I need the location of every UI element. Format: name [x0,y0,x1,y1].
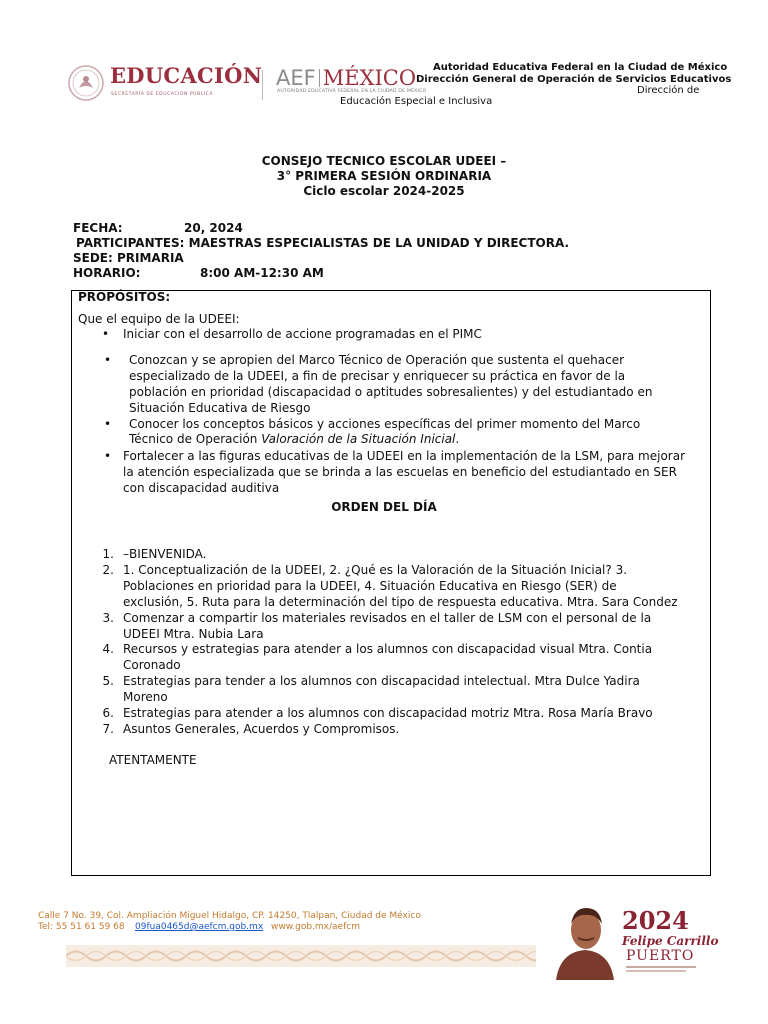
list-number: 6. [102,706,114,720]
proposito-item-2-line-3: población en prioridad (discapacidad o aptitudes sobresalientes) y del estudiantado en [129,385,653,399]
footer-web: www.gob.mx/aefcm [271,922,360,932]
year-logo-line [626,970,686,972]
header-line-3: Dirección de [637,85,700,96]
proposito-item-3-text: Técnico de Operación [129,432,262,446]
orden-heading: ORDEN DEL DÍA [331,500,437,514]
portrait-icon [552,900,618,980]
orden-item-4-line-1: Recursos y estrategias para atender a los alumnos con discapacidad visual Mtra. Contia [123,642,653,656]
list-number: 4. [102,642,114,656]
document-title-2: 3° PRIMERA SESIÓN ORDINARIA [276,169,492,183]
document-title-3: Ciclo escolar 2024-2025 [303,184,465,198]
horario-label: HORARIO: [73,266,141,280]
year-logo-name-2: PUERTO [626,948,695,964]
fecha-label: FECHA: [73,221,123,235]
fecha-value: 20, 2024 [184,221,243,235]
participantes: PARTICIPANTES: MAESTRAS ESPECIALISTAS DE LA UNIDAD Y DIRECTORA. [76,236,570,250]
anio-felipe-carrillo-logo [552,900,719,980]
year-logo-number: 2024 [622,906,689,935]
orden-item-1: –BIENVENIDA. [123,547,207,561]
proposito-item-3-emphasis: Valoración de la Situación Inicial [261,432,456,446]
bullet-icon: • [104,353,112,367]
list-number: 7. [102,722,114,736]
orden-item-5-line-1: Estrategias para tender a los alumnos con discapacidad intelectual. Mtra Dulce Yadira [123,674,640,688]
proposito-item-3-line-2 [129,432,459,447]
educacion-logo-text: EDUCACIÓN [110,63,263,88]
aef-mexico-logo [276,66,416,90]
orden-item-6: Estrategias para atender a los alumnos con discapacidad motriz Mtra. Rosa María Bravo [123,706,653,720]
proposito-item-2-line-2: especializado de la UDEEI, a fin de precisar y enriquecer su práctica en favor de la [129,369,626,383]
orden-item-4-line-2: Coronado [123,658,181,672]
decorative-pattern-band [66,945,536,967]
footer-tel: Tel: 55 51 61 59 68 [38,922,125,932]
year-logo-name-1: Felipe Carrillo [622,934,719,948]
proposito-item-2-line-1: Conozcan y se apropien del Marco Técnico de Operación que sustenta el quehacer [129,353,625,367]
aef-subtitle: AUTORIDAD EDUCATIVA FEDERAL EN LA CIUDAD DE MÉXICO [277,89,427,94]
year-logo-line [626,966,696,968]
bullet-icon: • [104,449,112,463]
mexico-text: MÉXICO [322,66,417,90]
logo-divider [262,70,263,100]
orden-item-2-line-1: 1. Conceptualización de la UDEEI, 2. ¿Qué es la Valoración de la Situación Inicial? 3. [123,563,628,577]
aef-text: AEF [276,66,316,90]
orden-item-7: Asuntos Generales, Acuerdos y Compromisos. [123,722,400,736]
bullet-icon: • [104,417,112,431]
header-line-4: Educación Especial e Inclusiva [340,96,493,107]
proposito-item-3-period: . [455,432,460,446]
document-title-1: CONSEJO TECNICO ESCOLAR UDEEI – [261,154,507,168]
list-number: 2. [102,563,114,577]
propositos-intro: Que el equipo de la UDEEI: [78,312,240,326]
propositos-heading: PROPÓSITOS: [78,290,171,304]
orden-item-3-line-1: Comenzar a compartir los materiales revisados en el taller de LSM con el personal de la [123,611,652,625]
atentamente: ATENTAMENTE [109,753,197,767]
proposito-item-4-line-1: Fortalecer a las figuras educativas de la UDEEI en la implementación de la LSM, para mejorar [123,449,686,463]
bullet-icon: • [102,327,110,341]
orden-item-3-line-2: UDEEI Mtra. Nubia Lara [123,627,264,641]
orden-item-2-line-3: exclusión, 5. Ruta para la determinación del tipo de respuesta educativa. Mtra. Sara Condez [123,595,678,609]
proposito-item-4-line-2: la atención especializada que se brinda a las escuelas en beneficio del estudiantado en SER [123,465,677,479]
sede: SEDE: PRIMARIA [73,251,184,265]
list-number: 5. [102,674,114,688]
footer-email-link[interactable]: 09fua0465d@aefcm.gob.mx [135,922,264,932]
mexico-seal-icon [67,64,105,102]
proposito-item-3-line-1: Conocer los conceptos básicos y acciones específicas del primer momento del Marco [129,417,641,431]
header-line-2: Dirección General de Operación de Servicios Educativos [416,74,732,85]
orden-item-5-line-2: Moreno [123,690,168,704]
proposito-item-4-line-3: con discapacidad auditiva [123,481,280,495]
proposito-item-2-line-4: Situación Educativa de Riesgo [129,401,311,415]
proposito-item-1: Iniciar con el desarrollo de accione programadas en el PIMC [123,327,482,341]
header-line-1: Autoridad Educativa Federal en la Ciudad de México [433,62,728,73]
horario-value: 8:00 AM-12:30 AM [200,266,324,280]
sep-subtitle: SECRETARÍA DE EDUCACIÓN PÚBLICA [111,92,213,97]
footer-address: Calle 7 No. 39, Col. Ampliación Miguel Hidalgo, CP. 14250, Tlalpan, Ciudad de México [38,911,421,921]
list-number: 1. [102,547,114,561]
list-number: 3. [102,611,114,625]
orden-item-2-line-2: Poblaciones en prioridad para la UDEEI, 4. Situación Educativa en Riesgo (SER) de [123,579,617,593]
